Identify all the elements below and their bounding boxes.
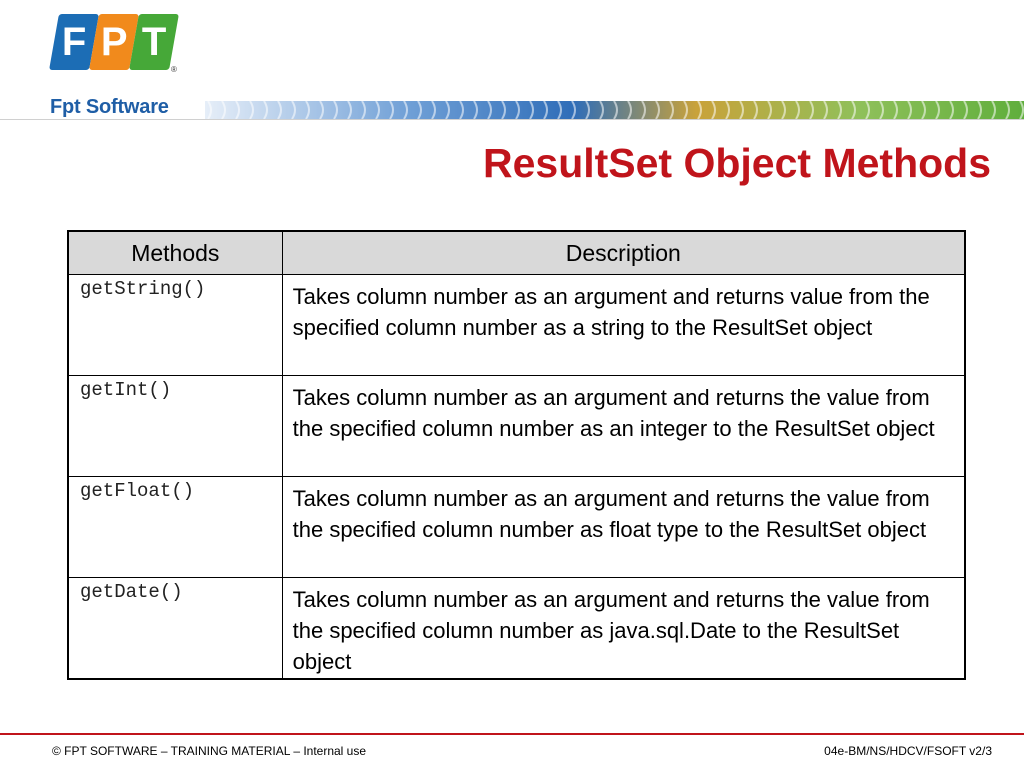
method-cell <box>68 275 282 376</box>
method-name: getString() <box>80 278 206 300</box>
header-divider <box>0 119 1024 120</box>
company-name: Fpt Software <box>50 96 169 118</box>
table-header-row <box>68 231 965 275</box>
table-row <box>68 477 965 578</box>
method-description: Takes column number as an argument and returns value from the specified column number as a string to the ResultSet object <box>292 284 930 340</box>
method-description: Takes column number as an argument and returns the value from the specified column number as float type to the ResultSet object <box>292 486 930 542</box>
logo-tile-p: P <box>89 14 139 70</box>
method-description: Takes column number as an argument and returns the value from the specified column number as java.sql.Date to the ResultSet object <box>292 587 930 674</box>
slide-title: ResultSet Object Methods <box>482 140 991 186</box>
method-name: getDate() <box>80 581 183 603</box>
method-cell <box>68 376 282 477</box>
methods-table <box>67 230 966 680</box>
logo-tile-t: T <box>129 14 179 70</box>
method-name: getFloat() <box>80 480 195 502</box>
footer-document-code: 04e-BM/NS/HDCV/FSOFT v2/3 <box>824 744 992 758</box>
header-description: Description <box>282 231 965 275</box>
header-decorative-band <box>205 100 1024 120</box>
table-row <box>68 578 965 680</box>
footer-divider <box>0 733 1024 735</box>
method-name: getInt() <box>80 379 172 401</box>
description-cell <box>282 477 965 578</box>
footer-copyright: © FPT SOFTWARE – TRAINING MATERIAL – Internal use <box>52 744 367 758</box>
fpt-logo <box>50 8 190 118</box>
method-cell <box>68 477 282 578</box>
description-cell <box>282 578 965 680</box>
header-methods: Methods <box>68 231 282 275</box>
description-cell <box>282 275 965 376</box>
fpt-logo-mark <box>50 8 180 78</box>
table-row <box>68 376 965 477</box>
method-cell <box>68 578 282 680</box>
table-row <box>68 275 965 376</box>
logo-tile-f: F <box>49 14 99 70</box>
method-description: Takes column number as an argument and returns the value from the specified column number as an integer to the ResultSet object <box>292 385 935 441</box>
description-cell <box>282 376 965 477</box>
registered-mark: ® <box>171 65 177 74</box>
